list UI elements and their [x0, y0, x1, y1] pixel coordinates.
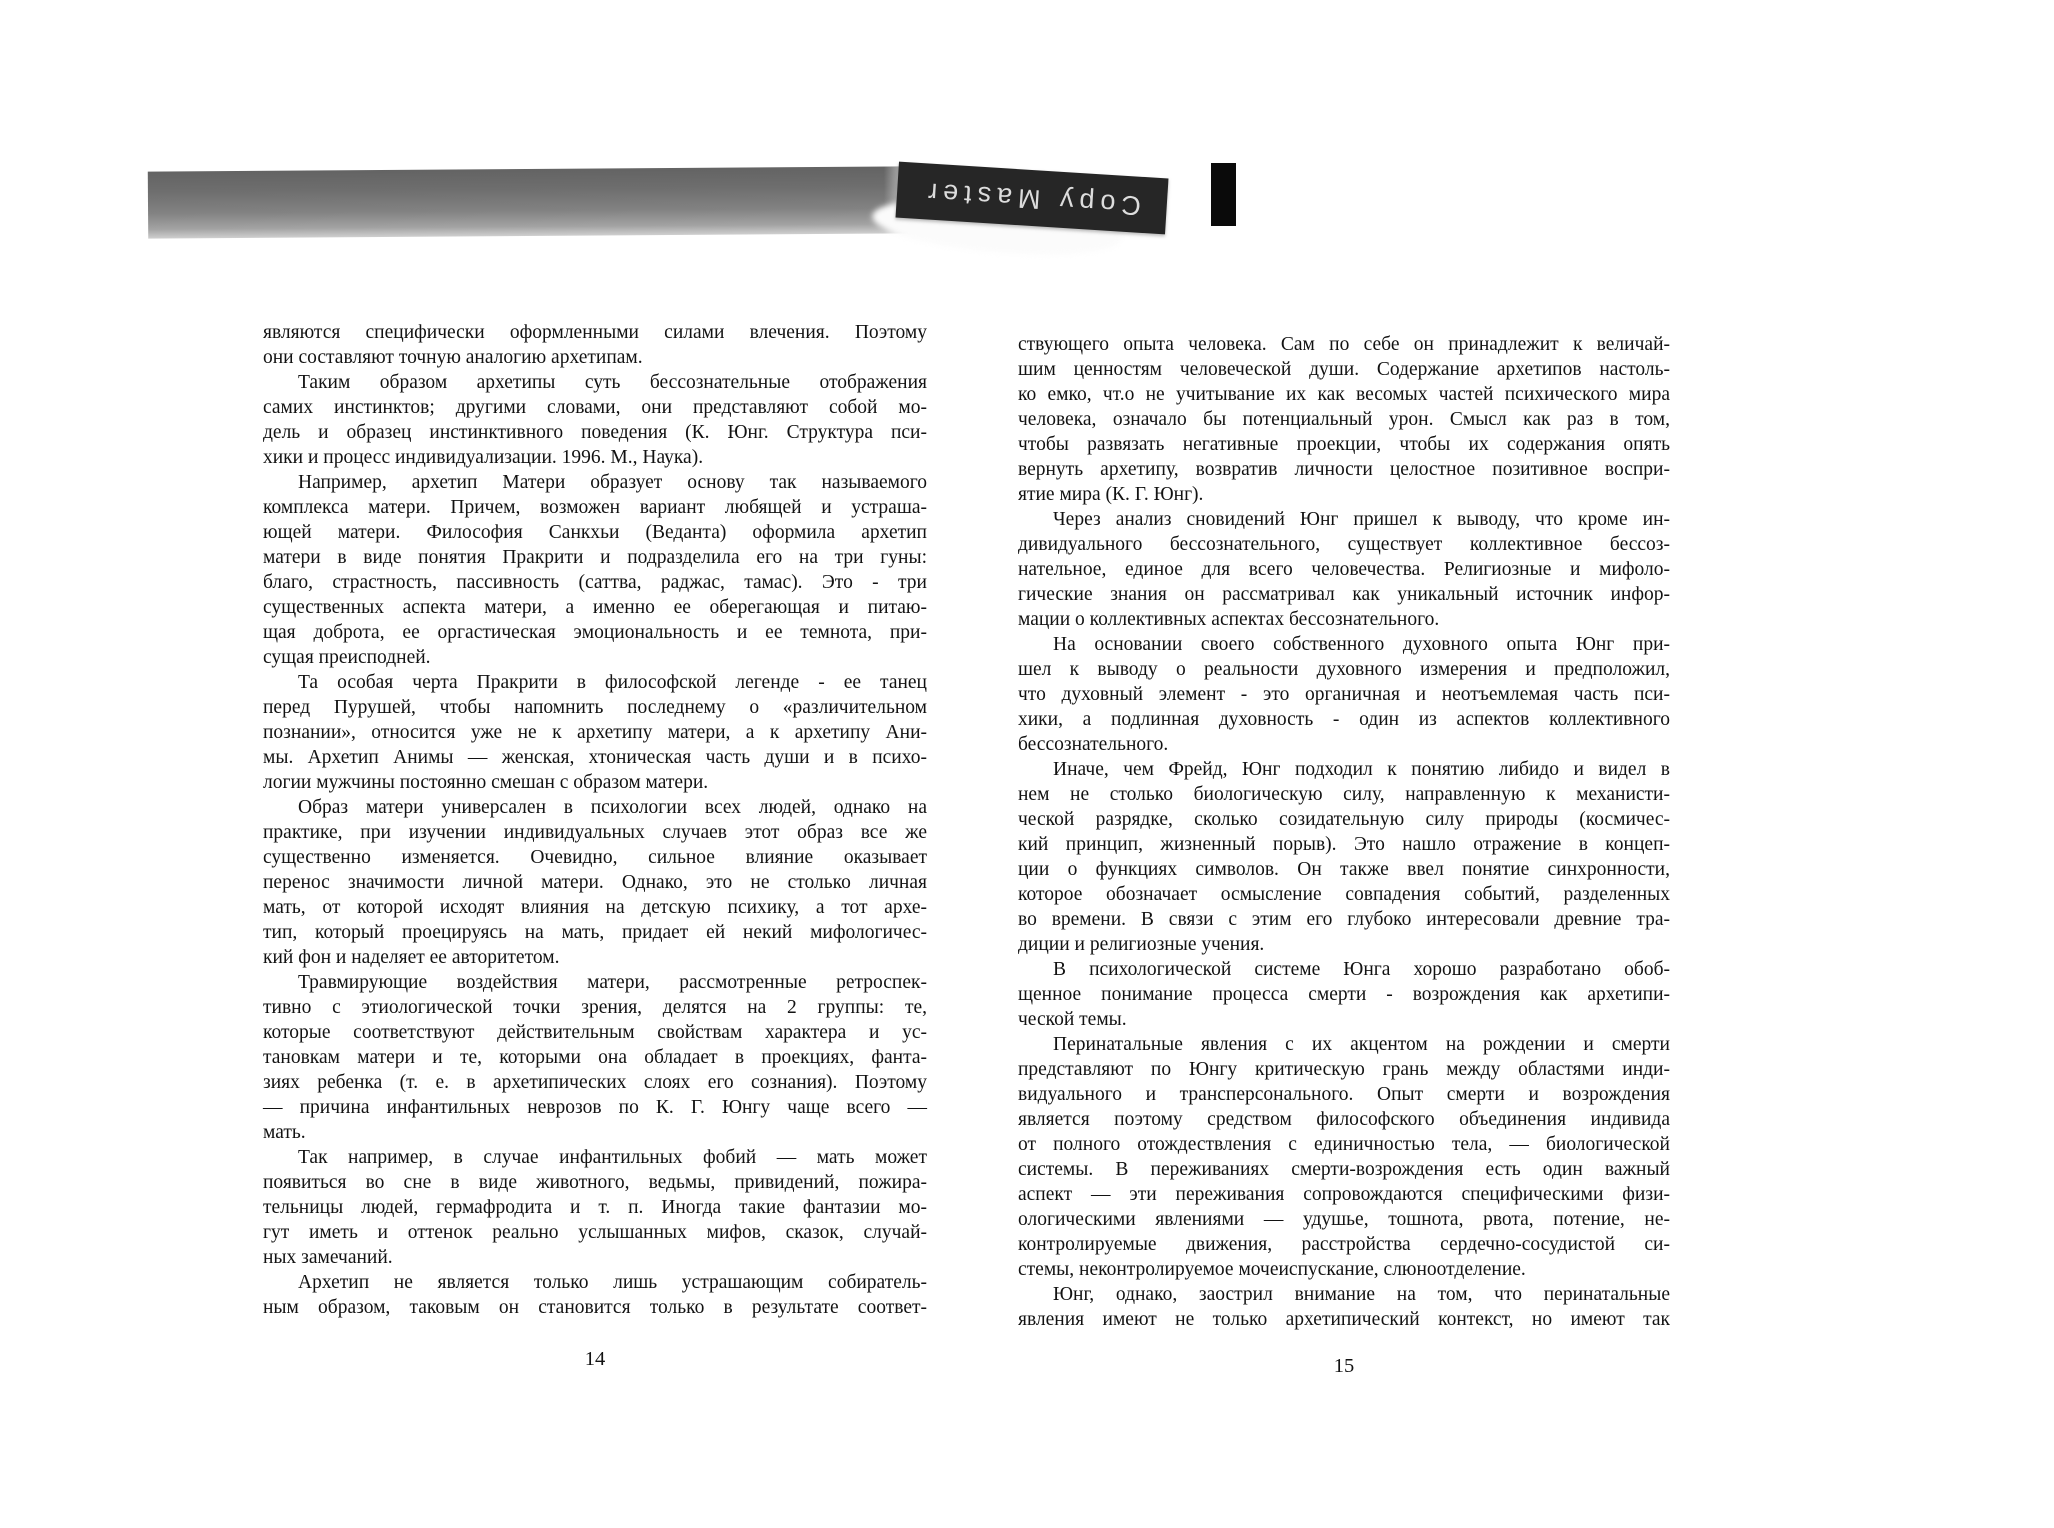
text-line: тивно с этиологической точки зрения, делятся на 2 группы: те, — [263, 997, 927, 1018]
text-line: щенное понимание процесса смерти - возрождения как архетипи- — [1018, 984, 1670, 1005]
text-line: они составляют точную аналогию архетипам. — [263, 347, 643, 368]
text-line: щая доброта, ее оргастическая эмоциональность и ее темнота, при- — [263, 622, 927, 643]
text-line: дивидуального бессознательного, существует коллективное бессоз- — [1018, 534, 1670, 555]
black-registration-mark — [1211, 163, 1236, 226]
text-line: кий фон и наделяет ее авторитетом. — [263, 947, 560, 968]
page-number: 14 — [584, 1348, 606, 1370]
text-line: хики и процесс индивидуализации. 1996. М., Наука). — [263, 447, 704, 468]
text-line: логии мужчины постоянно смешан с образом матери. — [263, 772, 709, 793]
page-number: 15 — [1333, 1355, 1355, 1377]
text-line: самих инстинктов; другими словами, они представляют собой мо- — [263, 397, 927, 418]
text-line: тановкам матери и те, которыми она обладает в проекциях, фанта- — [263, 1047, 927, 1068]
text-line: Та особая черта Пракрити в философской легенде - ее танец — [298, 672, 927, 693]
text-line: что духовный элемент - это органичная и неотъемлемая часть пси- — [1018, 684, 1670, 705]
text-line: сущая преисподней. — [263, 647, 431, 668]
text-line: которое обозначает осмысление совпадения событий, разделенных — [1018, 884, 1670, 905]
text-line: Юнг, однако, заострил внимание на том, что перинатальные — [1053, 1284, 1670, 1305]
text-line: явления имеют не только архетипический контекст, но имеют так — [1018, 1309, 1670, 1330]
text-line: практике, при изучении индивидуальных случаев этот образ все же — [263, 822, 927, 843]
text-line: хики, а подлинная духовность - один из аспектов коллективного — [1018, 709, 1670, 730]
text-line: представляют по Юнгу критическую грань между областями инди- — [1018, 1059, 1670, 1080]
text-line: тип, который проецируясь на мать, придает ей некий мифологичес- — [263, 922, 927, 943]
text-line: Архетип не является только лишь устрашающим собиратель- — [298, 1272, 927, 1293]
text-line: комплекса матери. Причем, возможен вариант любящей и устраша- — [263, 497, 927, 518]
text-line: ческой разрядке, сколько созидательную силу природы (космичес- — [1018, 809, 1670, 830]
text-line: — причина инфантильных неврозов по К. Г. Юнгу чаще всего — — [263, 1097, 927, 1118]
text-line: существенно изменяется. Очевидно, сильное влияние оказывает — [263, 847, 927, 868]
text-line: зиях ребенка (т. е. в архетипических слоях его сознания). Поэтому — [263, 1072, 927, 1093]
text-line: Образ матери универсален в психологии всех людей, однако на — [298, 797, 927, 818]
text-line: Травмирующие воздействия матери, рассмотренные ретроспек- — [298, 972, 927, 993]
text-line: кий принцип, жизненный порыв). Это нашло отражение в концеп- — [1018, 834, 1670, 855]
text-line: Таким образом архетипы суть бессознательные отображения — [298, 372, 927, 393]
text-line: ных замечаний. — [263, 1247, 393, 1268]
text-line: благо, страстность, пассивность (саттва, раджас, тамас). Это - три — [263, 572, 927, 593]
text-line: от полного отождествления с единичностью тела, — биологической — [1018, 1134, 1670, 1155]
text-line: являются специфически оформленными силами влечения. Поэтому — [263, 322, 927, 343]
text-line: видуального и трансперсонального. Опыт смерти и возрождения — [1018, 1084, 1670, 1105]
page-text — [263, 320, 927, 1320]
page-15 — [1018, 332, 1670, 1377]
text-line: ологическими явлениями — удушье, тошнота, рвота, потение, не- — [1018, 1209, 1670, 1230]
text-line: Так например, в случае инфантильных фобий — мать может — [298, 1147, 927, 1168]
text-line: чтобы развязать негативные проекции, чтобы их содержания опять — [1018, 434, 1670, 455]
text-line: системы. В переживаниях смерти-возрождения есть один важный — [1018, 1159, 1670, 1180]
text-line: является поэтому средством философского объединения индивида — [1018, 1109, 1670, 1130]
text-line: нательное, единое для всего человечества. Религиозные и мифоло- — [1018, 559, 1670, 580]
text-line: перед Пурушей, чтобы напомнить последнему о «различительном — [263, 697, 927, 718]
text-line: ко емко, чт.о не учитывание их как весомых частей психического мира — [1018, 384, 1670, 405]
text-line: во времени. В связи с этим его глубоко интересовали древние тра- — [1018, 909, 1670, 930]
text-line: Через анализ сновидений Юнг пришел к выводу, что кроме ин- — [1053, 509, 1670, 530]
text-line: вернуть архетипу, возвратив личности целостное позитивное воспри- — [1018, 459, 1670, 480]
text-line: дель и образец инстинктивного поведения (К. Юнг. Структура пси- — [263, 422, 927, 443]
text-line: На основании своего собственного духовного опыта Юнг при- — [1053, 634, 1670, 655]
text-line: мать, от которой исходят влияния на детскую психику, а тот архе- — [263, 897, 927, 918]
text-line: тельницы людей, гермафродита и т. п. Иногда такие фантазии мо- — [263, 1197, 927, 1218]
text-line: появиться во сне в виде животного, ведьмы, привидений, пожира- — [263, 1172, 927, 1193]
text-line: мать. — [263, 1122, 306, 1143]
text-line: мы. Архетип Анимы — женская, хтоническая часть души и в психо- — [263, 747, 927, 768]
text-line: гут иметь и оттенок реально услышанных мифов, сказок, случай- — [263, 1222, 927, 1243]
text-line: шим ценностям человеческой души. Содержание архетипов настоль- — [1018, 359, 1670, 380]
text-line: В психологической системе Юнга хорошо разработано обоб- — [1053, 959, 1670, 980]
text-line: Иначе, чем Фрейд, Юнг подходил к понятию либидо и видел в — [1053, 759, 1670, 780]
text-line: которые соответствуют действительным свойствам характера и ус- — [263, 1022, 927, 1043]
text-line: ствующего опыта человека. Сам по себе он принадлежит к величай- — [1018, 334, 1670, 355]
scan-shadow-strip — [148, 166, 908, 238]
text-line: шел к выводу о реальности духовного измерения и предположил, — [1018, 659, 1670, 680]
text-line: познании», относится уже не к архетипу матери, а к архетипу Ани- — [263, 722, 927, 743]
text-line: перенос значимости личной матери. Однако, это не столько личная — [263, 872, 927, 893]
copy-master-stamp-text: Copy Master — [921, 176, 1143, 221]
text-line: матери в виде понятия Пракрити и подразделила его на три гуны: — [263, 547, 927, 568]
text-line: ческой темы. — [1018, 1009, 1127, 1030]
text-line: Перинатальные явления с их акцентом на рождении и смерти — [1053, 1034, 1670, 1055]
text-line: мации о коллективных аспектах бессознательного. — [1018, 609, 1440, 630]
text-line: бессознательного. — [1018, 734, 1169, 755]
text-line: гические знания он рассматривал как уникальный источник инфор- — [1018, 584, 1670, 605]
text-line: контролируемые движения, расстройства сердечно-сосудистой си- — [1018, 1234, 1670, 1255]
text-line: Например, архетип Матери образует основу так называемого — [298, 472, 927, 493]
text-line: человека, означало бы потенциальный урон. Смысл как раз в том, — [1018, 409, 1670, 430]
text-line: ции о функциях символов. Он также ввел понятие синхронности, — [1018, 859, 1670, 880]
text-line: аспект — эти переживания сопровождаются специфическими физи- — [1018, 1184, 1670, 1205]
text-line: ятие мира (К. Г. Юнг). — [1018, 484, 1204, 505]
page-text — [1018, 332, 1670, 1332]
text-line: ным образом, таковым он становится только в результате соответ- — [263, 1297, 927, 1318]
text-line: нем не столько биологическую силу, направленную к механисти- — [1018, 784, 1670, 805]
text-line: стемы, неконтролируемое мочеиспускание, слюноотделение. — [1018, 1259, 1526, 1280]
text-line: существенных аспекта матери, а именно ее оберегающая и питаю- — [263, 597, 927, 618]
text-line: диции и религиозные учения. — [1018, 934, 1265, 955]
page-14 — [263, 320, 927, 1370]
text-line: ющей матери. Философия Санкхьи (Веданта) оформила архетип — [263, 522, 927, 543]
